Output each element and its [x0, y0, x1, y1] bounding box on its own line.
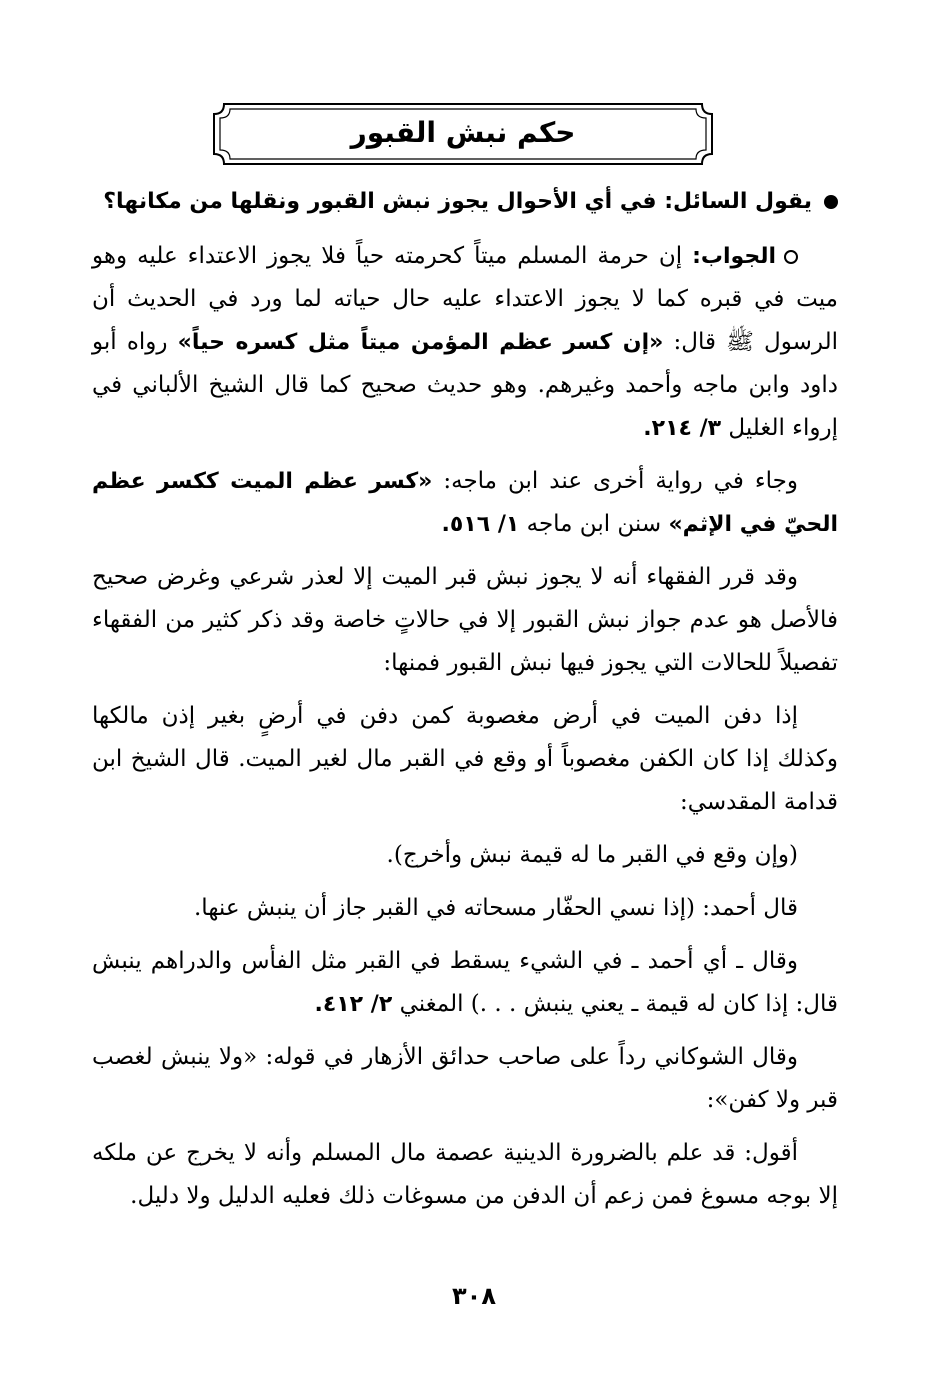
- p2-reference: ١/ ٥١٦.: [441, 512, 520, 537]
- ring-icon: [784, 250, 798, 264]
- bullet-icon: [824, 195, 838, 209]
- paragraph-6: قال أحمد: (إذا نسي الحفّار مسحاته في القبر جاز أن ينبش عنها.: [194, 895, 798, 921]
- title-frame: [206, 98, 720, 170]
- main-text: [92, 180, 838, 1228]
- answer-lead: الجواب:: [692, 244, 777, 269]
- question-text: في أي الأحوال يجوز نبش القبور ونقلها من مكانها؟: [103, 189, 657, 214]
- page-title: حكم نبش القبور: [350, 115, 576, 149]
- paragraph-5: (وإن وقع في القبر ما له قيمة نبش وأخرج).: [386, 842, 798, 868]
- question-paragraph: [92, 180, 838, 223]
- question-lead: يقول السائل:: [664, 189, 812, 214]
- paragraph-3: وقد قرر الفقهاء أنه لا يجوز نبش قبر الميت إلا لعذر شرعي وغرض صحيح فالأصل هو عدم جواز نبش القبور إلا في حالاتٍ خاصة وقد ذكر كثير من الفقهاء تفصيلاً للحالات التي يجوز فيها نبش القبور فمنها:: [92, 564, 838, 676]
- answer-text-2: رواه أبو داود وابن ماجه وأحمد وغيرهم. وهو حديث صحيح كما قال الشيخ الألباني في إرواء الغليل: [92, 329, 838, 441]
- answer-hadith: «إن كسر عظم المؤمن ميتاً مثل كسره حياً»: [177, 330, 664, 355]
- paragraph-4: إذا دفن الميت في أرض مغصوبة كمن دفن في أرضٍ بغير إذن مالكها وكذلك إذا كان الكفن مغصوباً أو وقع في القبر مال لغير الميت. قال الشيخ ابن قدامة المقدسي:: [92, 703, 838, 815]
- answer-text-1: إن حرمة المسلم ميتاً كحرمته حياً فلا يجوز الاعتداء عليه وهو ميت في قبره كما لا يجوز الاعتداء عليه حال حياته لما ورد في الحديث أن الرسول ﷺ قال:: [92, 243, 839, 355]
- p7-text: وقال ـ أي أحمد ـ في الشيء يسقط في القبر مثل الفأس والدراهم ينبش قال: إذا كان له قيمة ـ يعني ينبش . . .) المغني: [92, 948, 838, 1017]
- paragraph-8: وقال الشوكاني رداً على صاحب حدائق الأزهار في قوله: «ولا ينبش لغصب قبر ولا كفن»:: [92, 1044, 838, 1113]
- p7-reference: ٢/ ٤١٢.: [314, 992, 393, 1017]
- answer-reference: ٣/ ٢١٤.: [643, 416, 722, 441]
- paragraph-9: أقول: قد علم بالضرورة الدينية عصمة مال المسلم وأنه لا يخرج عن ملكه إلا بوجه مسوغ فمن زعم أن الدفن من مسوغات ذلك فعليه الدليل ولا دليل.: [92, 1140, 838, 1209]
- p2-text-1: وجاء في رواية أخرى عند ابن ماجه:: [432, 468, 798, 494]
- page-number: ٣٠٨: [452, 1282, 496, 1310]
- paragraph-2: [92, 460, 838, 546]
- p2-text-2: سنن ابن ماجه: [519, 511, 669, 537]
- answer-paragraph: [92, 235, 838, 450]
- paragraph-7: [92, 940, 838, 1026]
- p2-hadith: «كسر عظم الميت ككسر عظم الحيّ في الإثم»: [92, 469, 838, 537]
